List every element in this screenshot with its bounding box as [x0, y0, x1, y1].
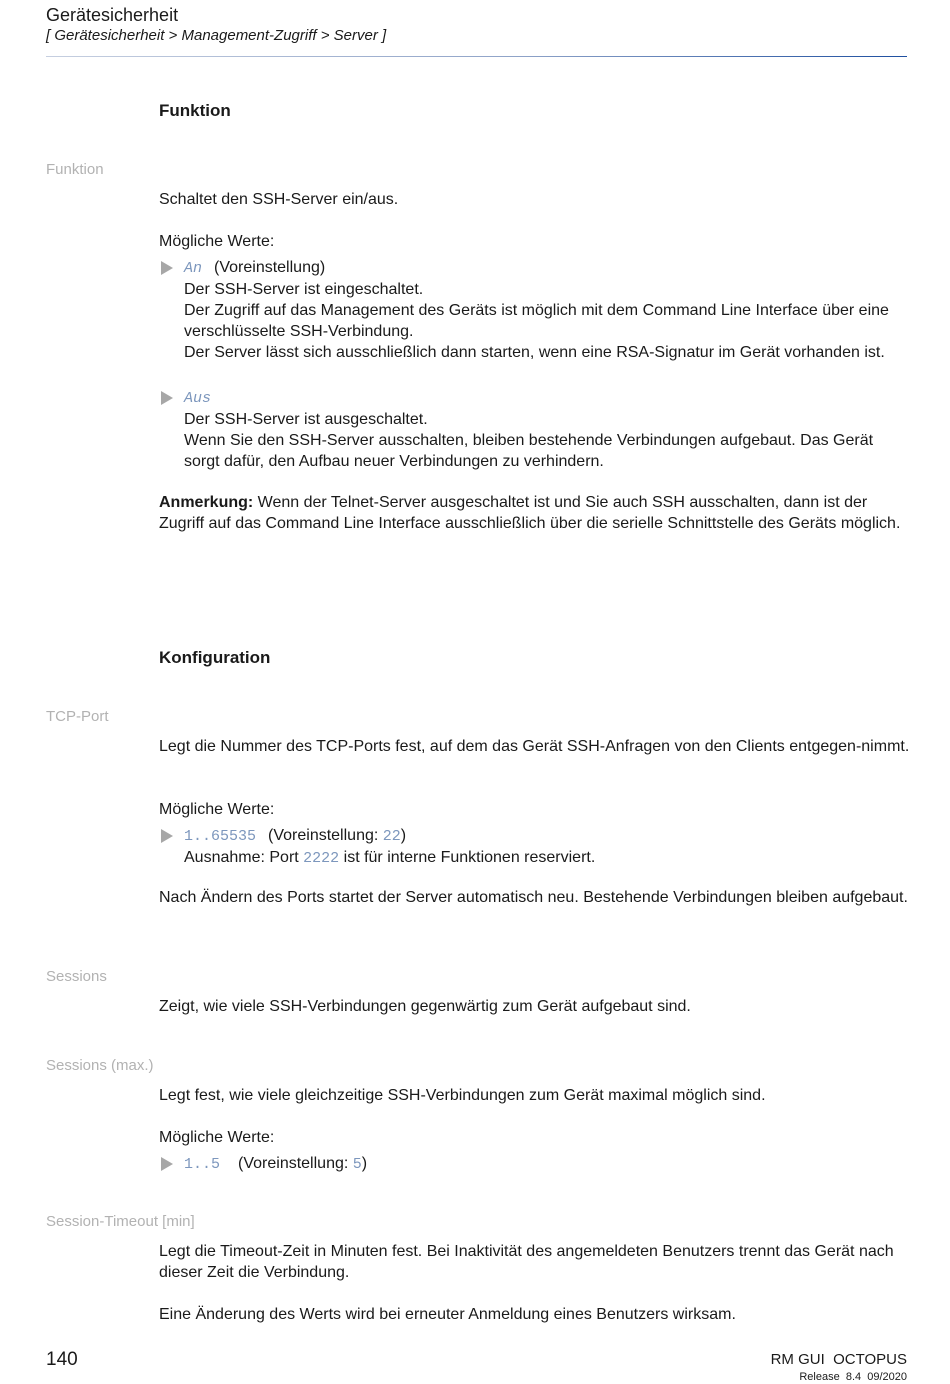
footer-product: RM GUI OCTOPUS: [770, 1351, 907, 1368]
tcp-port-range-item: [159, 825, 911, 869]
page-number: 140: [46, 1349, 78, 1370]
header-divider: [46, 56, 907, 57]
sessions-max-values-label: Mögliche Werte:: [159, 1129, 275, 1146]
range-value: 1..65535: [184, 828, 257, 845]
default-suffix: ): [400, 827, 407, 844]
option-line: Wenn Sie den SSH-Server ausschalten, bleiben bestehende Verbindungen aufgebaut. Das Gerät sorgt dafür, den Aufbau neuer Verbindungen zu verhindern.: [184, 432, 874, 470]
funktion-description: Schaltet den SSH-Server ein/aus.: [159, 191, 399, 208]
bullet-triangle-icon: [161, 829, 173, 843]
note-label: Anmerkung:: [159, 494, 254, 511]
exception-suffix: ist für interne Funktionen reserviert.: [339, 849, 596, 866]
param-label-funktion: Funktion: [46, 161, 104, 178]
breadcrumb: [ Gerätesicherheit > Management-Zugriff > Server ]: [46, 27, 387, 44]
option-line: Der SSH-Server ist eingeschaltet.: [184, 281, 424, 298]
option-an: [159, 257, 911, 363]
default-value: 5: [352, 1156, 362, 1173]
footer-release: Release 8.4 09/2020: [799, 1371, 907, 1383]
session-timeout-note: Eine Änderung des Werts wird bei erneuter Anmeldung eines Benutzers wirksam.: [159, 1306, 736, 1323]
sessions-max-description: Legt fest, wie viele gleichzeitige SSH-Verbindungen zum Gerät maximal möglich sind.: [159, 1087, 766, 1104]
option-value: An: [184, 260, 203, 277]
sessions-max-range-item: [159, 1153, 911, 1175]
page-title: Gerätesicherheit: [46, 5, 179, 25]
param-label-tcp-port: TCP-Port: [46, 708, 109, 725]
exception-prefix: Ausnahme: Port: [184, 849, 304, 866]
tcp-port-after: Nach Ändern des Ports startet der Server automatisch neu. Bestehende Verbindungen bleiben aufgebaut.: [159, 889, 908, 906]
section-heading-funktion: Funktion: [159, 101, 231, 120]
default-prefix: (Voreinstellung:: [268, 827, 383, 844]
option-value: Aus: [184, 390, 212, 407]
option-line: Der Server lässt sich ausschließlich dann starten, wenn eine RSA-Signatur im Gerät vorhanden ist.: [184, 344, 885, 361]
default-value: 22: [382, 828, 401, 845]
param-label-session-timeout: Session-Timeout [min]: [46, 1213, 195, 1230]
option-line: Der Zugriff auf das Management des Geräts ist möglich mit dem Command Line Interface über eine verschlüsselte SSH-Verbindung.: [184, 302, 889, 340]
bullet-triangle-icon: [161, 261, 173, 275]
note-paragraph: [159, 492, 911, 534]
tcp-port-values-label: Mögliche Werte:: [159, 801, 275, 818]
option-line: Der SSH-Server ist ausgeschaltet.: [184, 411, 428, 428]
exception-value: 2222: [303, 850, 340, 867]
default-prefix: (Voreinstellung:: [238, 1155, 353, 1172]
section-heading-konfiguration: Konfiguration: [159, 648, 271, 667]
sessions-description: Zeigt, wie viele SSH-Verbindungen gegenwärtig zum Gerät aufgebaut sind.: [159, 998, 691, 1015]
option-default-note: (Voreinstellung): [214, 259, 326, 276]
note-text: Wenn der Telnet-Server ausgeschaltet ist und Sie auch SSH ausschalten, dann ist der Zugriff auf das Command Line Interface ausschließlich über die serielle Schnittstelle des Geräts möglich.: [159, 494, 901, 532]
default-suffix: ): [361, 1155, 368, 1172]
param-label-sessions: Sessions: [46, 968, 107, 985]
bullet-triangle-icon: [161, 1157, 173, 1171]
option-aus: [159, 387, 911, 472]
funktion-values-label: Mögliche Werte:: [159, 233, 275, 250]
range-value: 1..5: [184, 1156, 221, 1173]
bullet-triangle-icon: [161, 391, 173, 405]
tcp-port-description: Legt die Nummer des TCP-Ports fest, auf dem das Gerät SSH-Anfragen von den Clients entgegen-nimmt.: [159, 738, 910, 755]
param-label-sessions-max: Sessions (max.): [46, 1057, 154, 1074]
session-timeout-description: Legt die Timeout-Zeit in Minuten fest. Bei Inaktivität des angemeldeten Benutzers trennt das Gerät nach dieser Zeit die Verbindung.: [159, 1243, 894, 1281]
